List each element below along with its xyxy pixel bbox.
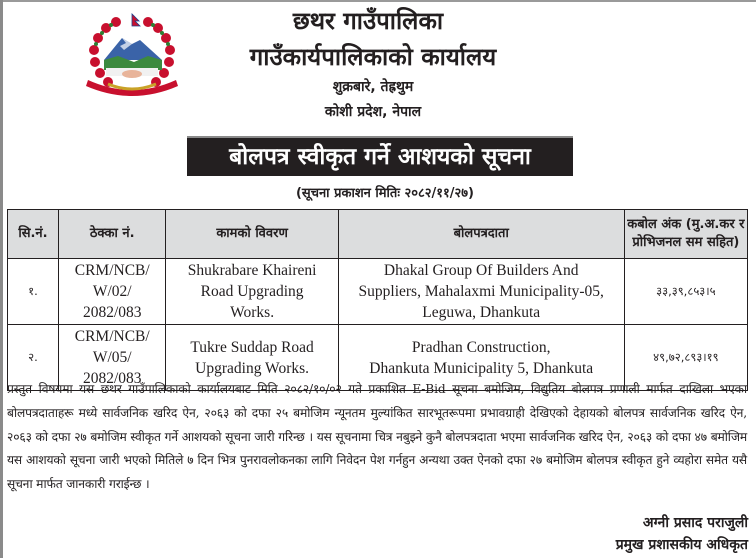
notice-title: बोलपत्र स्वीकृत गर्ने आशयको सूचना <box>187 136 573 176</box>
bid-table <box>7 209 748 391</box>
col-header-sn: सि.नं. <box>8 210 59 259</box>
cell-bid-amount: ३३,३९,८५३।५ <box>624 259 747 325</box>
col-header-work-description: कामको विवरण <box>166 210 338 259</box>
work-line: Road Upgrading <box>200 283 304 300</box>
cell-bid-amount: ४९,७२,८९३।१९ <box>624 325 747 391</box>
cell-contract-no <box>58 259 166 325</box>
bidder-line: Dhakal Group Of Builders And <box>383 262 579 279</box>
office-location: शुक्रबारे, तेह्रथुम <box>332 79 414 95</box>
notice-body: प्रस्तुत विषयमा यस छथर गाउँपालिकाको कार्यालयबाट मिति २०८२/१०/०२ गते प्रकाशित E-Bid सूचना बमोजिम, विद्युतिय बोलपत्र प्रणाली मार्फत दाखिला भएका बोलपत्रदाताहरू मध्ये सार्वजनिक खरिद ऐन, २०६३ को दफा २५ बमोजिम न्यूनतम मुल्यांकित सारभूतरूपमा प्रभावग्राही देखिएको देहायको बोलपत्र सार्वजनिक खरिद ऐन, २०६३ को दफा २७ बमोजिम स्वीकृत गर्ने आशयको सूचना जारी गरिन्छ । यस सूचनामा चित्र नबुझ्ने कुनै बोलपत्रदाता भएमा सार्वजनिक खरिद ऐन, २०६३ को दफा ४७ बमोजिम यस आशयको सूचना जारी भएको मितिले ७ दिन भित्र पुनरावलोकनका लागि निवेदन पेश गर्नहुन अन्यथा उक्त ऐनको दफा २७ बमोजिम बोलपत्र स्वीकृत हुने व्यहोरा समेत यसै सूचना मार्फत जानकारी गराईन्छ । <box>7 382 747 492</box>
signatory-designation: प्रमुख प्रशासकीय अधिकृत <box>615 537 748 553</box>
page-border-top <box>0 0 756 2</box>
bidder-line: Leguwa, Dhankuta <box>422 304 541 321</box>
table-row <box>8 259 748 325</box>
cell-bidder <box>338 259 624 325</box>
signatory-name: अग्नी प्रसाद पराजुली <box>642 515 748 531</box>
cell-sn: १. <box>8 259 59 325</box>
contract-line: W/05/ <box>92 349 132 366</box>
contract-line: CRM/NCB/ <box>74 328 150 345</box>
contract-line: 2082/083 <box>82 370 142 387</box>
col-header-bid-amount: कबोल अंक (मु.अ.कर र प्रोभिजनल सम सहित) <box>624 210 747 259</box>
cell-work-description <box>166 259 338 325</box>
publication-date: (सूचना प्रकाशन मितिः २०८२/११/२७) <box>295 186 474 201</box>
col-header-bidder: बोलपत्रदाता <box>338 210 624 259</box>
bidder-line: Dhankuta Municipality 5, Dhankuta <box>369 359 594 377</box>
contract-line: CRM/NCB/ <box>74 262 150 279</box>
work-line: Works. <box>230 304 275 321</box>
office-name: गाउँकार्यपालिकाको कार्यालय <box>249 43 497 71</box>
contract-line: 2082/083 <box>82 304 142 321</box>
contract-line: W/02/ <box>92 283 132 300</box>
table-header-row <box>8 210 748 259</box>
province-name: कोशी प्रदेश, नेपाल <box>324 104 422 120</box>
bidder-line: Suppliers, Mahalaxmi Municipality-05, <box>358 283 604 300</box>
cell-sn: २. <box>8 325 59 391</box>
bidder-line: Pradhan Construction, <box>411 338 551 356</box>
work-line: Shukrabare Khaireni <box>187 262 317 279</box>
work-line: Upgrading Works. <box>195 359 310 377</box>
work-line: Tukre Suddap Road <box>190 338 314 356</box>
col-header-contract-no: ठेक्का नं. <box>58 210 166 259</box>
municipality-name: छथर गाउँपालिका <box>292 7 444 35</box>
